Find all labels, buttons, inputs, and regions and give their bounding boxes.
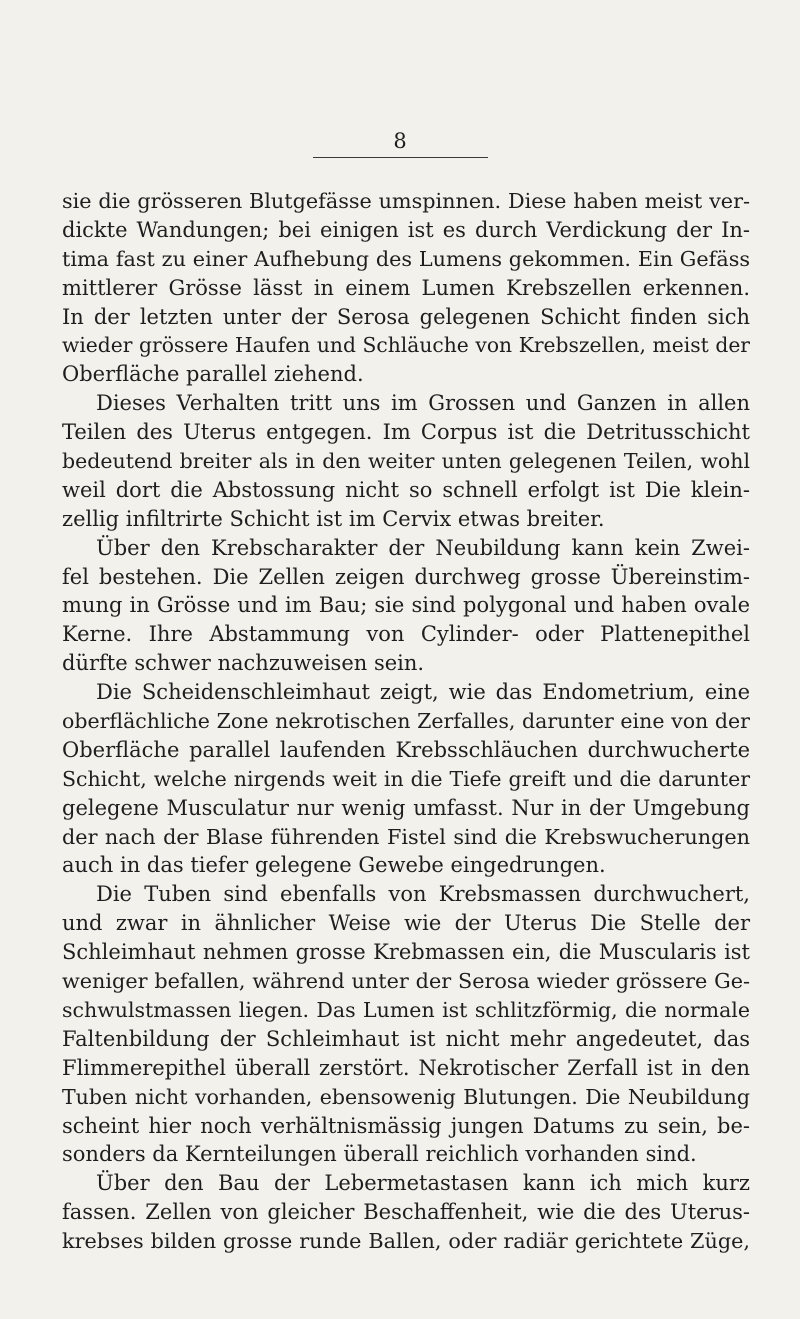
text-line: gelegene Musculatur nur wenig umfasst. Nur in der Umgebung (62, 795, 750, 820)
text-line: Die Scheidenschleimhaut zeigt, wie das Endometrium, eine (96, 680, 750, 705)
text-line: Schicht, welche nirgends weit in die Tiefe greift und die darunter (62, 766, 750, 791)
text-line: weil dort die Abstossung nicht so schnell erfolgt ist Die klein- (62, 477, 750, 502)
text-line: Tuben nicht vorhanden, ebensowenig Blutungen. Die Neubildung (62, 1084, 750, 1109)
text-line: In der letzten unter der Serosa gelegenen Schicht finden sich (62, 304, 750, 329)
text-line: Kerne. Ihre Abstammung von Cylinder- oder Plattenepithel (62, 622, 750, 647)
text-line: wieder grössere Haufen und Schläuche von Krebszellen, meist der (62, 333, 750, 358)
text-line: Oberfläche parallel laufenden Krebsschläuchen durchwucherte (62, 737, 750, 762)
text-line: Über den Bau der Lebermetastasen kann ich mich kurz (96, 1171, 750, 1196)
text-line: sonders da Kernteilungen überall reichlich vorhanden sind. (62, 1142, 697, 1167)
text-line: und zwar in ähnlicher Weise wie der Uterus Die Stelle der (62, 911, 750, 936)
text-line: oberflächliche Zone nekrotischen Zerfalles, darunter eine von der (62, 709, 750, 734)
text-line: tima fast zu einer Aufhebung des Lumens gekommen. Ein Gefäss (62, 246, 750, 271)
text-line: Teilen des Uterus entgegen. Im Corpus ist die Detritusschicht (62, 420, 750, 445)
text-line: weniger befallen, während unter der Serosa wieder grössere Ge- (62, 969, 750, 994)
text-line: dickte Wandungen; bei einigen ist es durch Verdickung der In- (62, 217, 750, 242)
text-line: Schleimhaut nehmen grosse Krebmassen ein, die Muscularis ist (62, 940, 750, 965)
text-line: Dieses Verhalten tritt uns im Grossen und Ganzen in allen (96, 391, 750, 416)
text-line: sie die grösseren Blutgefässe umspinnen. Diese haben meist ver- (62, 189, 750, 213)
text-line: mung in Grösse und im Bau; sie sind polygonal und haben ovale (62, 593, 750, 618)
header-rule (313, 157, 488, 158)
text-line: scheint hier noch verhältnismässig jungen Datums zu sein, be- (62, 1113, 750, 1138)
text-line: Flimmerepithel überall zerstört. Nekrotischer Zerfall ist in den (62, 1055, 750, 1080)
text-line: dürfte schwer nachzuweisen sein. (62, 651, 425, 676)
text-line: mittlerer Grösse lässt in einem Lumen Krebszellen erkennen. (62, 275, 750, 300)
text-line: auch in das tiefer gelegene Gewebe eingedrungen. (62, 853, 606, 878)
page-number: 8 (393, 129, 407, 153)
text-line: zellig infiltrirte Schicht ist im Cervix etwas breiter. (62, 506, 605, 531)
text-line: Oberfläche parallel ziehend. (62, 362, 364, 387)
text-line: Faltenbildung der Schleimhaut ist nicht mehr angedeutet, das (62, 1026, 750, 1051)
text-line: Die Tuben sind ebenfalls von Krebsmassen durchwuchert, (96, 882, 750, 907)
text-line: schwulstmassen liegen. Das Lumen ist schlitzförmig, die normale (62, 997, 750, 1022)
text-line: der nach der Blase führenden Fistel sind die Krebswucherungen (62, 824, 750, 849)
text-line: krebses bilden grosse runde Ballen, oder radiär gerichtete Züge, (62, 1229, 750, 1254)
body-text (62, 187, 750, 1256)
text-line: bedeutend breiter als in den weiter unten gelegenen Teilen, wohl (62, 449, 750, 474)
text-line: Über den Krebscharakter der Neubildung kann kein Zwei- (96, 535, 750, 560)
text-line: fassen. Zellen von gleicher Beschaffenheit, wie die des Uterus- (62, 1200, 750, 1225)
text-line: fel bestehen. Die Zellen zeigen durchweg grosse Übereinstim- (62, 564, 750, 589)
